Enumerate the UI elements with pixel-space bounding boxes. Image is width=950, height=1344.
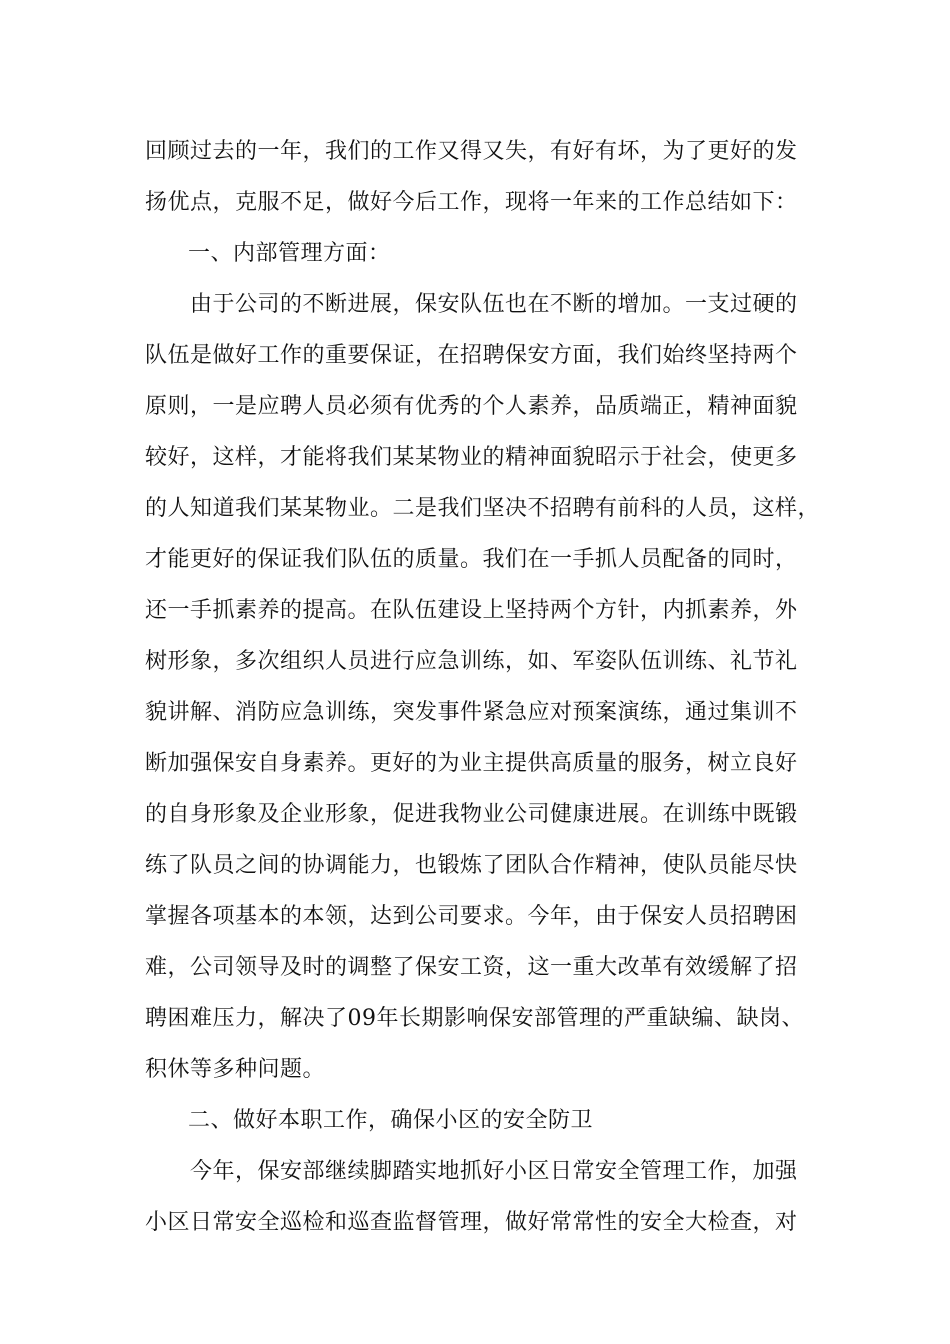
text-line: 小区日常安全巡检和巡查监督管理，做好常常性的安全大检查，对 (145, 1210, 798, 1235)
text-line: 原则，一是应聘人员必须有优秀的个人素养，品质端正，精神面貌 (145, 394, 798, 419)
section-heading: 一、内部管理方面： (188, 241, 391, 266)
text-line: 貌讲解、消防应急训练，突发事件紧急应对预案演练，通过集训不 (145, 700, 798, 725)
text-line: 断加强保安自身素养。更好的为业主提供高质量的服务，树立良好 (145, 751, 798, 776)
text-line: 树形象，多次组织人员进行应急训练，如、军姿队伍训练、礼节礼 (145, 649, 798, 674)
text-line: 还一手抓素养的提高。在队伍建设上坚持两个方针，内抓素养，外 (145, 598, 798, 623)
text-line: 练了队员之间的协调能力，也锻炼了团队合作精神，使队员能尽快 (145, 853, 798, 878)
text-line: 积休等多种问题。 (145, 1057, 326, 1082)
text-line: 队伍是做好工作的重要保证，在招聘保安方面，我们始终坚持两个 (145, 343, 798, 368)
text-line: 由于公司的不断进展，保安队伍也在不断的增加。一支过硬的 (190, 292, 798, 317)
text-line: 今年，保安部继续脚踏实地抓好小区日常安全管理工作，加强 (190, 1159, 798, 1184)
text-line: 难，公司领导及时的调整了保安工资，这一重大改革有效缓解了招 (145, 955, 798, 980)
text-line: 才能更好的保证我们队伍的质量。我们在一手抓人员配备的同时， (145, 547, 798, 572)
text-line: 扬优点，克服不足，做好今后工作，现将一年来的工作总结如下： (145, 190, 798, 215)
text-line: 回顾过去的一年，我们的工作又得又失，有好有坏，为了更好的发 (145, 139, 798, 164)
section-heading: 二、做好本职工作，确保小区的安全防卫 (188, 1108, 594, 1133)
text-line: 聘困难压力，解决了09年长期影响保安部管理的严重缺编、缺岗、 (145, 1006, 804, 1031)
text-line: 掌握各项基本的本领，达到公司要求。今年，由于保安人员招聘困 (145, 904, 798, 929)
text-line: 较好，这样，才能将我们某某物业的精神面貌昭示于社会，使更多 (145, 445, 798, 470)
text-line: 的自身形象及企业形象，促进我物业公司健康进展。在训练中既锻 (145, 802, 798, 827)
text-line: 的人知道我们某某物业。二是我们坚决不招聘有前科的人员，这样， (145, 496, 821, 521)
